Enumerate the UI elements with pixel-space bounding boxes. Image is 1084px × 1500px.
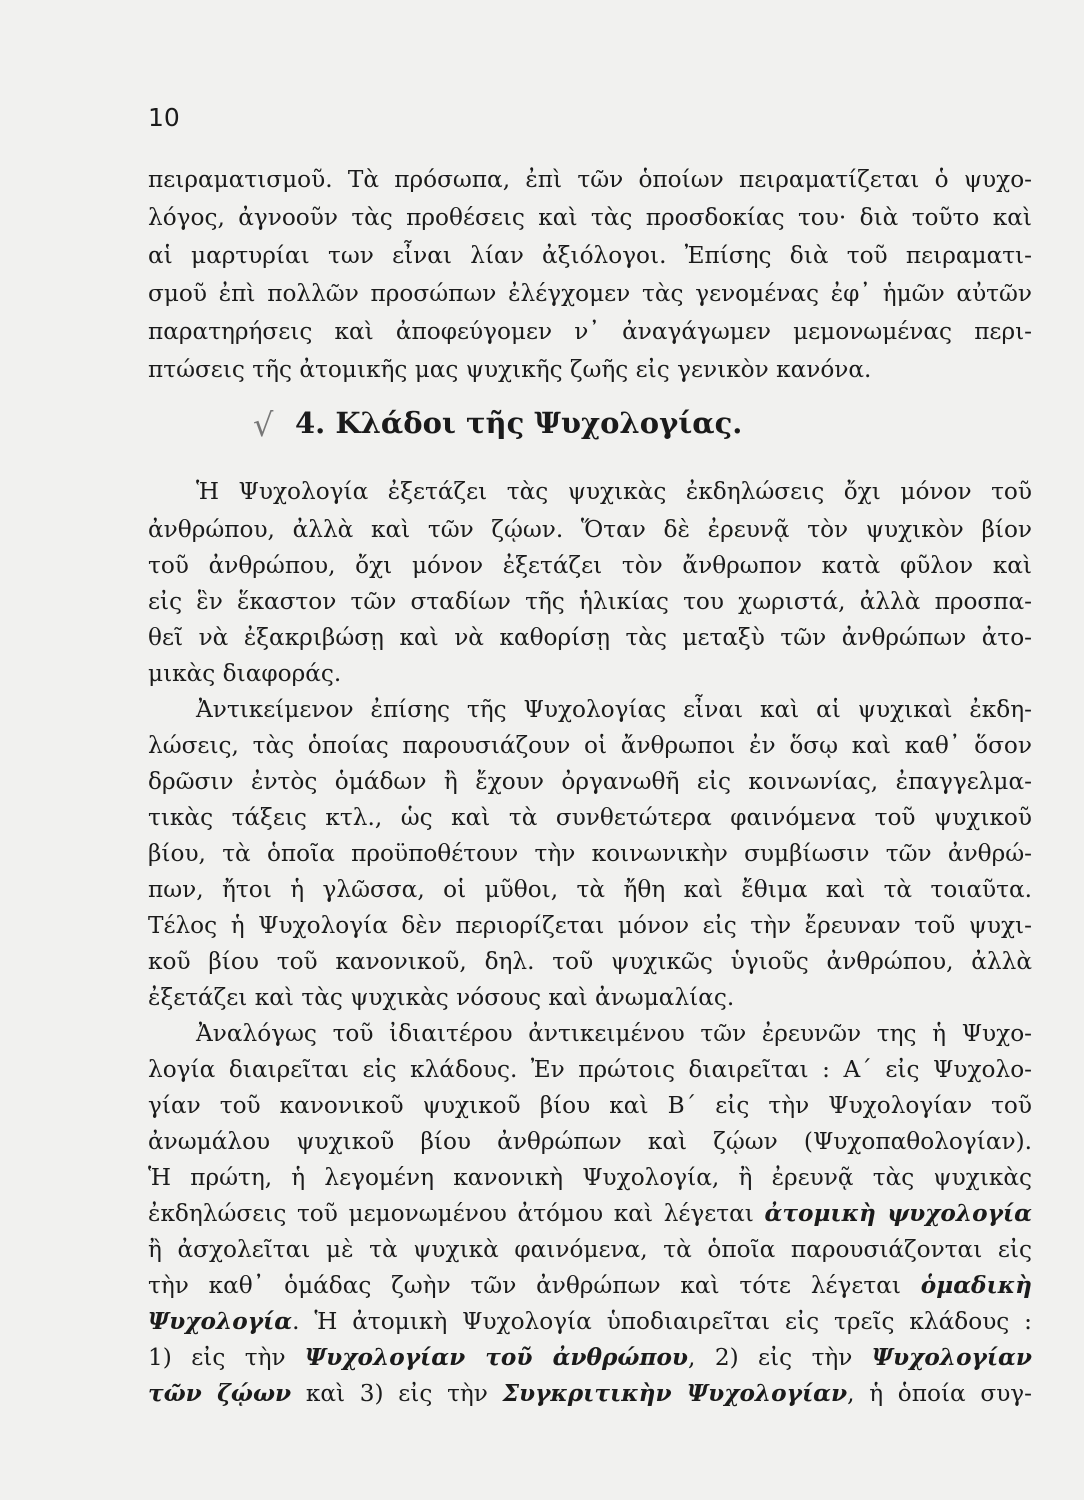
text-line: παρατηρήσεις καὶ ἀποφεύγομεν ν᾽ ἀναγάγωμεν μεμονωμένας περι- bbox=[148, 318, 1032, 345]
text-line: ἢ ἀσχολεῖται μὲ τὰ ψυχικὰ φαινόμενα, τὰ ὁποῖα παρουσιάζονται εἰς bbox=[148, 1236, 1032, 1263]
text-line: Ἡ πρώτη, ἡ λεγομένη κανονικὴ Ψυχολογία, ἢ ἐρευνᾷ τὰς ψυχικὰς bbox=[148, 1164, 1032, 1191]
text-line: Ἀντικείμενον ἐπίσης τῆς Ψυχολογίας εἶναι καὶ αἱ ψυχικαὶ ἐκδη- bbox=[196, 696, 1032, 723]
text-line: λώσεις, τὰς ὁποίας παρουσιάζουν οἱ ἄνθρωποι ἐν ὅσῳ καὶ καθ᾽ ὅσον bbox=[148, 732, 1032, 759]
text-line: θεῖ νὰ ἐξακριβώσῃ καὶ νὰ καθορίσῃ τὰς μεταξὺ τῶν ἀνθρώπων ἀτο- bbox=[148, 624, 1032, 651]
text-line: Ἡ Ψυχολογία ἐξετάζει τὰς ψυχικὰς ἐκδηλώσεις ὄχι μόνον τοῦ bbox=[196, 478, 1032, 505]
text-run: τὴν καθ᾽ ὁμάδας ζωὴν τῶν ἀνθρώπων καὶ τότε λέγεται bbox=[148, 1272, 921, 1299]
text-run: , 2) εἰς τὴν bbox=[688, 1344, 872, 1371]
section-heading: 4. Κλάδοι τῆς Ψυχολογίας. bbox=[295, 406, 743, 440]
text-line: πειραματισμοῦ. Τὰ πρόσωπα, ἐπὶ τῶν ὁποίων πειραματίζεται ὁ ψυχο- bbox=[148, 166, 1032, 193]
text-line bbox=[148, 1196, 1032, 1232]
text-run: , ἡ ὁποία συγ- bbox=[847, 1380, 1033, 1407]
margin-check-mark: √ bbox=[253, 406, 274, 444]
text-line: τικὰς τάξεις κτλ., ὡς καὶ τὰ συνθετώτερα φαινόμενα τοῦ ψυχικοῦ bbox=[148, 804, 1032, 831]
text-line bbox=[148, 1340, 1032, 1376]
text-run: 1) εἰς τὴν bbox=[148, 1344, 305, 1371]
text-line: λόγος, ἀγνοοῦν τὰς προθέσεις καὶ τὰς προσδοκίας του· διὰ τοῦτο καὶ bbox=[148, 204, 1032, 231]
text-line: πτώσεις τῆς ἀτομικῆς μας ψυχικῆς ζωῆς εἰς γενικὸν κανόνα. bbox=[148, 356, 872, 383]
text-line: αἱ μαρτυρίαι των εἶναι λίαν ἀξιόλογοι. Ἐπίσης διὰ τοῦ πειραματι- bbox=[148, 242, 1032, 269]
text-run: ἐκδηλώσεις τοῦ μεμονωμένου ἀτόμου καὶ λέγεται bbox=[148, 1200, 765, 1227]
text-run: καὶ 3) εἰς τὴν bbox=[291, 1380, 503, 1407]
term-omadiki: ὁμαδικὴ bbox=[920, 1272, 1032, 1299]
text-line: πων, ἤτοι ἡ γλῶσσα, οἱ μῦθοι, τὰ ἤθη καὶ ἔθιμα καὶ τὰ τοιαῦτα. bbox=[148, 876, 1032, 903]
page-number: 10 bbox=[148, 103, 180, 132]
text-line: μικὰς διαφοράς. bbox=[148, 660, 342, 687]
text-line: γίαν τοῦ κανονικοῦ ψυχικοῦ βίου καὶ Β΄ εἰς τὴν Ψυχολογίαν τοῦ bbox=[148, 1092, 1032, 1119]
term-psychologia: Ψυχολογία bbox=[148, 1308, 293, 1335]
text-line bbox=[148, 1376, 1032, 1412]
text-line: Τέλος ἡ Ψυχολογία δὲν περιορίζεται μόνον εἰς τὴν ἔρευναν τοῦ ψυχι- bbox=[148, 912, 1032, 939]
text-line bbox=[148, 1268, 1032, 1304]
text-run: . Ἡ ἀτομικὴ Ψυχολογία ὑποδιαιρεῖται εἰς τρεῖς κλάδους : bbox=[292, 1308, 1032, 1335]
term-ton-zoon: τῶν ζῴων bbox=[148, 1380, 292, 1407]
term-psychologia-anthropou: Ψυχολογίαν τοῦ ἀνθρώπου bbox=[305, 1344, 689, 1371]
text-line bbox=[148, 1304, 1032, 1340]
text-line: ἀνθρώπου, ἀλλὰ καὶ τῶν ζῴων. Ὅταν δὲ ἐρευνᾷ τὸν ψυχικὸν βίον bbox=[148, 516, 1032, 543]
text-line: τοῦ ἀνθρώπου, ὄχι μόνον ἐξετάζει τὸν ἄνθρωπον κατὰ φῦλον καὶ bbox=[148, 552, 1032, 579]
text-line: δρῶσιν ἐντὸς ὁμάδων ἢ ἔχουν ὀργανωθῆ εἰς κοινωνίας, ἐπαγγελμα- bbox=[148, 768, 1032, 795]
term-psychologian: Ψυχολογίαν bbox=[871, 1344, 1032, 1371]
term-atomiki-psychologia: ἀτομικὴ ψυχολογία bbox=[764, 1200, 1032, 1227]
text-line: σμοῦ ἐπὶ πολλῶν προσώπων ἐλέγχομεν τὰς γενομένας ἐφ᾽ ἡμῶν αὐτῶν bbox=[148, 280, 1032, 307]
text-line: λογία διαιρεῖται εἰς κλάδους. Ἐν πρώτοις διαιρεῖται : Α΄ εἰς Ψυχολο- bbox=[148, 1056, 1032, 1083]
term-sygkritiki-psychologia: Συγκριτικὴν Ψυχολογίαν bbox=[502, 1380, 848, 1407]
text-line: ἀνωμάλου ψυχικοῦ βίου ἀνθρώπων καὶ ζῴων (Ψυχοπαθολογίαν). bbox=[148, 1128, 1032, 1155]
text-line: εἰς ἓν ἕκαστον τῶν σταδίων τῆς ἡλικίας του χωριστά, ἀλλὰ προσπα- bbox=[148, 588, 1032, 615]
text-line: βίου, τὰ ὁποῖα προϋποθέτουν τὴν κοινωνικὴν συμβίωσιν τῶν ἀνθρώ- bbox=[148, 840, 1032, 867]
text-line: Ἀναλόγως τοῦ ἰδιαιτέρου ἀντικειμένου τῶν ἐρευνῶν της ἡ Ψυχο- bbox=[196, 1020, 1032, 1047]
text-line: ἐξετάζει καὶ τὰς ψυχικὰς νόσους καὶ ἀνωμαλίας. bbox=[148, 984, 735, 1011]
text-line: κοῦ βίου τοῦ κανονικοῦ, δηλ. τοῦ ψυχικῶς ὑγιοῦς ἀνθρώπου, ἀλλὰ bbox=[148, 948, 1032, 975]
